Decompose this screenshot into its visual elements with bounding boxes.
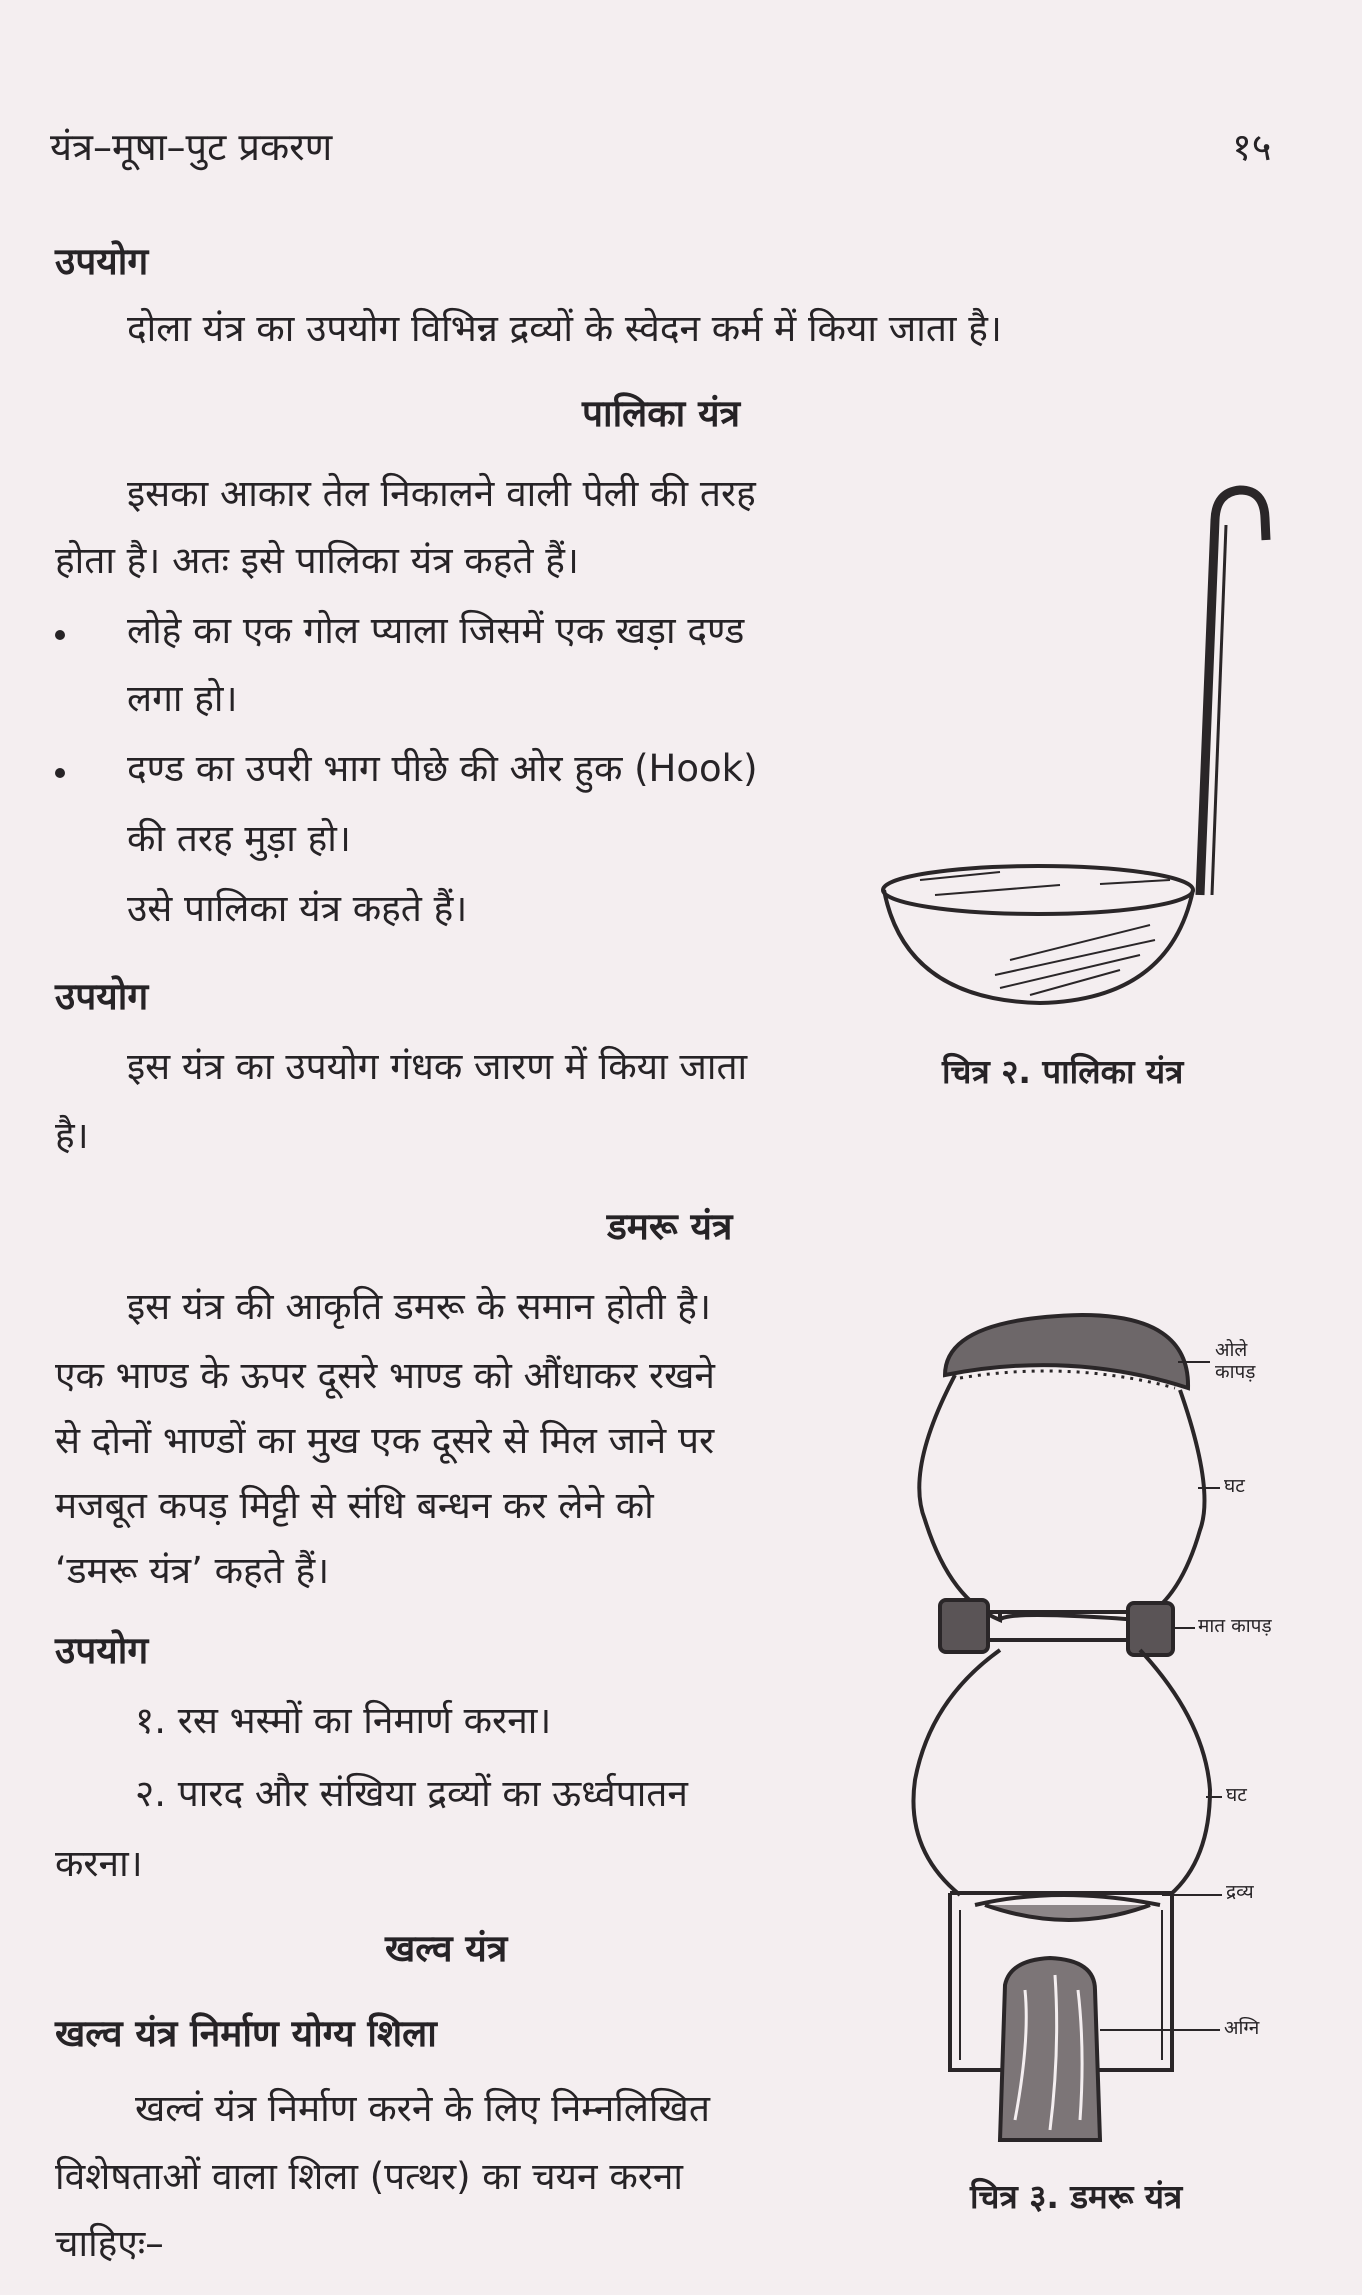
damru-label-joint-cloth: मात कापड़ (1198, 1615, 1272, 1637)
section-heading-upayog-damru: उपयोग (55, 1629, 149, 1672)
list-item-use-2-line2: करना। (55, 1842, 143, 1885)
damru-label-top-cloth-line1: ओले (1215, 1339, 1248, 1361)
bullet-marker (55, 768, 65, 778)
bullet-1-line1: लोहे का एक गोल प्याला जिसमें एक खड़ा दण्ड (127, 609, 745, 652)
section-title-palika-yantra: पालिका यंत्र (582, 392, 741, 435)
damru-label-lower-pot: घट (1226, 1784, 1247, 1806)
paragraph-dola-upayog: दोला यंत्र का उपयोग विभिन्न द्रव्यों के स्वेदन कर्म में किया जाता है। (127, 307, 1002, 350)
damru-label-top-cloth (1215, 1340, 1255, 1384)
bullet-1-line2: लगा हो। (127, 677, 238, 720)
bullet-2-line1: दण्ड का उपरी भाग पीछे की ओर हुक (Hook) (127, 747, 758, 790)
paragraph-damru-line2: एक भाण्ड के ऊपर दूसरे भाण्ड को औंधाकर रखने (55, 1354, 715, 1397)
paragraph-palika-conclusion: उसे पालिका यंत्र कहते हैं। (127, 887, 468, 930)
page-number: १५ (1232, 125, 1272, 169)
paragraph-khalva-line1: खल्वं यंत्र निर्माण करने के लिए निम्नलिखित (135, 2087, 710, 2130)
paragraph-damru-line5: ‘डमरू यंत्र’ कहते हैं। (55, 1549, 330, 1592)
paragraph-khalva-line2: विशेषताओं वाला शिला (पत्थर) का चयन करना (55, 2155, 683, 2198)
running-header-title: यंत्र–मूषा–पुट प्रकरण (50, 125, 333, 169)
bullet-2-line2: की तरह मुड़ा हो। (127, 817, 351, 860)
paragraph-khalva-line3: चाहिएः– (55, 2222, 164, 2265)
list-item-use-2-line1: २. पारद और संखिया द्रव्यों का ऊर्ध्वपातन (135, 1772, 688, 1815)
paragraph-palika-upayog-line1: इस यंत्र का उपयोग गंधक जारण में किया जाता (127, 1045, 748, 1088)
paragraph-palika-intro-line1: इसका आकार तेल निकालने वाली पेली की तरह (127, 472, 756, 515)
paragraph-damru-line4: मजबूत कपड़ मिट्टी से संधि बन्धन कर लेने को (55, 1484, 654, 1527)
damru-label-upper-pot: घट (1224, 1475, 1245, 1497)
damru-label-substance: द्रव्य (1226, 1881, 1254, 1903)
section-heading-upayog-dola: उपयोग (55, 240, 149, 283)
subheading-khalva-shila: खल्व यंत्र निर्माण योग्य शिला (55, 2012, 437, 2055)
damru-label-fire: अग्नि (1224, 2017, 1260, 2039)
paragraph-damru-line1: इस यंत्र की आकृति डमरू के समान होती है। (127, 1285, 711, 1328)
damru-label-top-cloth-line2: कापड़ (1215, 1360, 1256, 1383)
paragraph-palika-upayog-line2: है। (55, 1114, 89, 1157)
section-title-damru-yantra: डमरू यंत्र (607, 1205, 733, 1248)
section-title-khalva-yantra: खल्व यंत्र (385, 1927, 508, 1970)
list-item-use-1: १. रस भस्मों का निमार्ण करना। (135, 1699, 552, 1742)
figure-caption-damru: चित्र ३. डमरू यंत्र (970, 2177, 1183, 2216)
paragraph-palika-intro-line2: होता है। अतः इसे पालिका यंत्र कहते हैं। (55, 539, 579, 582)
paragraph-damru-line3: से दोनों भाण्डों का मुख एक दूसरे से मिल जाने पर (55, 1419, 715, 1462)
bullet-marker (55, 630, 65, 640)
figure-caption-palika: चित्र २. पालिका यंत्र (942, 1052, 1184, 1091)
section-heading-upayog-palika: उपयोग (55, 975, 149, 1018)
